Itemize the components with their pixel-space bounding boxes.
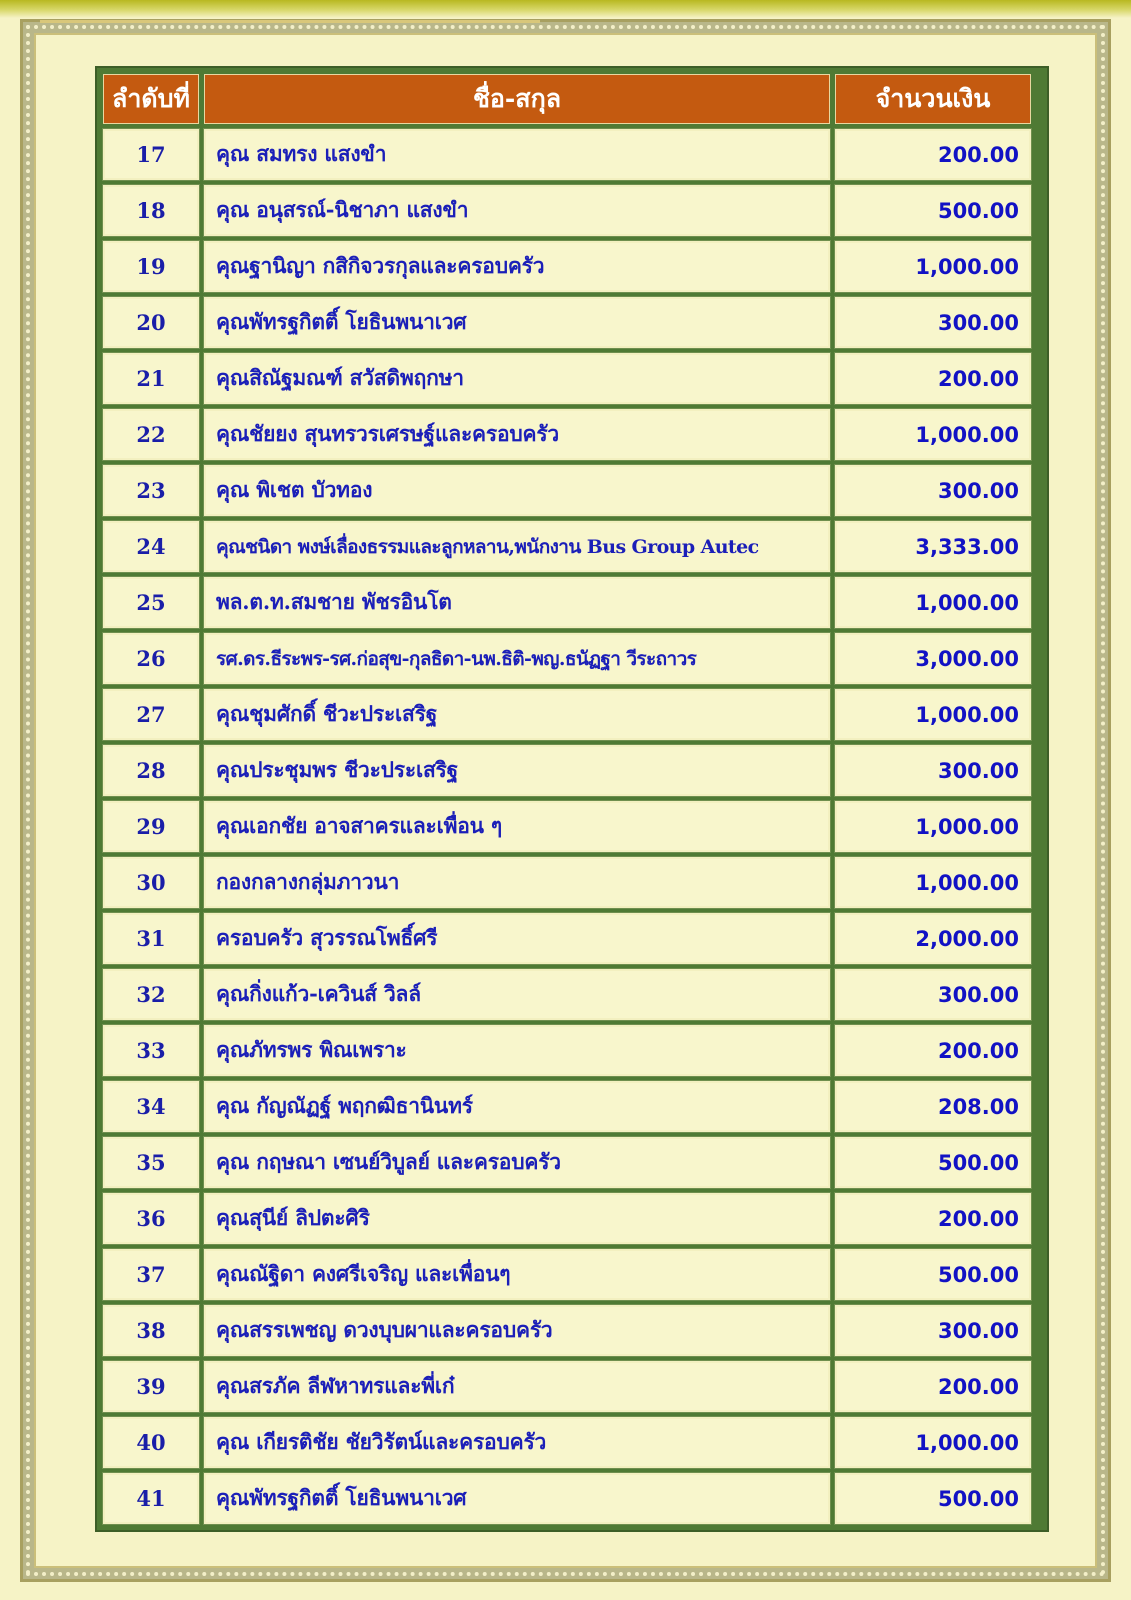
frame-accent-line	[40, 20, 540, 23]
row-index-cell: 26	[103, 633, 199, 684]
row-name-cell: คุณประชุมพร ชีวะประเสริฐ	[204, 745, 830, 796]
row-amount-cell: 2,000.00	[835, 913, 1031, 964]
row-index-cell: 17	[103, 129, 199, 180]
row-amount-cell: 1,000.00	[835, 241, 1031, 292]
row-index-cell: 30	[103, 857, 199, 908]
row-index-cell: 19	[103, 241, 199, 292]
row-name-cell: คุณ เกียรติชัย ชัยวิรัตน์และครอบครัว	[204, 1417, 830, 1468]
row-name-cell: คุณสรภัค ลีฬหาทรและพี่เก๋	[204, 1361, 830, 1412]
row-amount-cell: 200.00	[835, 353, 1031, 404]
row-name-cell: คุณ กัญณัฏฐ์ พฤกฒิธานินทร์	[204, 1081, 830, 1132]
row-amount-cell: 1,000.00	[835, 801, 1031, 852]
row-amount-cell: 1,000.00	[835, 689, 1031, 740]
row-name-cell: คุณสิณัฐมณฑ์ สวัสดิพฤกษา	[204, 353, 830, 404]
header-index: ลำดับที่	[103, 74, 199, 124]
row-index-cell: 38	[103, 1305, 199, 1356]
row-name-cell: คุณ กฤษณา เซนย์วิบูลย์ และครอบครัว	[204, 1137, 830, 1188]
row-name-cell: คุณสุนีย์ ลิปตะศิริ	[204, 1193, 830, 1244]
row-index-cell: 35	[103, 1137, 199, 1188]
row-amount-cell: 200.00	[835, 1193, 1031, 1244]
row-amount-cell: 200.00	[835, 1361, 1031, 1412]
row-name-cell: คุณ พิเชต บัวทอง	[204, 465, 830, 516]
row-name-cell: คุณชุมศักดิ์ ชีวะประเสริฐ	[204, 689, 830, 740]
row-index-cell: 21	[103, 353, 199, 404]
row-amount-cell: 300.00	[835, 465, 1031, 516]
row-amount-cell: 1,000.00	[835, 857, 1031, 908]
donation-grid	[100, 71, 1044, 1527]
row-name-cell: คุณชัยยง สุนทรวรเศรษฐ์และครอบครัว	[204, 409, 830, 460]
row-index-cell: 25	[103, 577, 199, 628]
row-amount-cell: 500.00	[835, 1249, 1031, 1300]
row-index-cell: 31	[103, 913, 199, 964]
row-name-cell: ครอบครัว สุวรรณโพธิ์ศรี	[204, 913, 830, 964]
row-index-cell: 18	[103, 185, 199, 236]
row-amount-cell: 1,000.00	[835, 1417, 1031, 1468]
row-index-cell: 23	[103, 465, 199, 516]
header-name: ชื่อ-สกุล	[204, 74, 830, 124]
row-index-cell: 36	[103, 1193, 199, 1244]
row-amount-cell: 3,000.00	[835, 633, 1031, 684]
row-name-cell: คุณพัทรฐกิตติ์ โยธินพนาเวศ	[204, 1473, 830, 1524]
row-name-cell: คุณชนิดา พงษ์เลื่องธรรมและลูกหลาน,พนักงาน Bus Group Autec	[204, 521, 830, 572]
row-index-cell: 33	[103, 1025, 199, 1076]
row-index-cell: 29	[103, 801, 199, 852]
top-banner-band	[0, 0, 1131, 18]
row-name-cell: คุณฐานิญา กสิกิจวรกุลและครอบครัว	[204, 241, 830, 292]
row-index-cell: 34	[103, 1081, 199, 1132]
row-name-cell: คุณ สมทรง แสงขำ	[204, 129, 830, 180]
row-amount-cell: 500.00	[835, 1473, 1031, 1524]
row-index-cell: 41	[103, 1473, 199, 1524]
header-amount: จำนวนเงิน	[835, 74, 1031, 124]
row-index-cell: 27	[103, 689, 199, 740]
row-index-cell: 20	[103, 297, 199, 348]
row-amount-cell: 1,000.00	[835, 409, 1031, 460]
row-index-cell: 22	[103, 409, 199, 460]
row-index-cell: 32	[103, 969, 199, 1020]
row-amount-cell: 208.00	[835, 1081, 1031, 1132]
row-name-cell: พล.ต.ท.สมชาย พัชรอินโต	[204, 577, 830, 628]
row-amount-cell: 200.00	[835, 1025, 1031, 1076]
row-amount-cell: 300.00	[835, 1305, 1031, 1356]
row-amount-cell: 300.00	[835, 969, 1031, 1020]
row-name-cell: คุณเอกชัย อาจสาครและเพื่อน ๆ	[204, 801, 830, 852]
row-amount-cell: 200.00	[835, 129, 1031, 180]
row-index-cell: 28	[103, 745, 199, 796]
row-index-cell: 37	[103, 1249, 199, 1300]
row-name-cell: กองกลางกลุ่มภาวนา	[204, 857, 830, 908]
row-amount-cell: 500.00	[835, 1137, 1031, 1188]
row-amount-cell: 300.00	[835, 297, 1031, 348]
row-name-cell: คุณภัทรพร พิณเพราะ	[204, 1025, 830, 1076]
row-name-cell: คุณณัฐิดา คงศรีเจริญ และเพื่อนๆ	[204, 1249, 830, 1300]
row-amount-cell: 300.00	[835, 745, 1031, 796]
row-amount-cell: 3,333.00	[835, 521, 1031, 572]
row-index-cell: 39	[103, 1361, 199, 1412]
row-index-cell: 40	[103, 1417, 199, 1468]
row-amount-cell: 1,000.00	[835, 577, 1031, 628]
donation-table	[95, 66, 1049, 1532]
row-index-cell: 24	[103, 521, 199, 572]
row-name-cell: คุณกิ่งแก้ว-เควินส์ วิลล์	[204, 969, 830, 1020]
row-name-cell: คุณ อนุสรณ์-นิชาภา แสงขำ	[204, 185, 830, 236]
row-name-cell: รศ.ดร.ธีระพร-รศ.ก่อสุข-กุลธิดา-นพ.ธิติ-พญ.ธนัฏฐา วีระถาวร	[204, 633, 830, 684]
row-name-cell: คุณสรรเพชญ ดวงบุบผาและครอบครัว	[204, 1305, 830, 1356]
row-name-cell: คุณพัทรฐกิตติ์ โยธินพนาเวศ	[204, 297, 830, 348]
row-amount-cell: 500.00	[835, 185, 1031, 236]
